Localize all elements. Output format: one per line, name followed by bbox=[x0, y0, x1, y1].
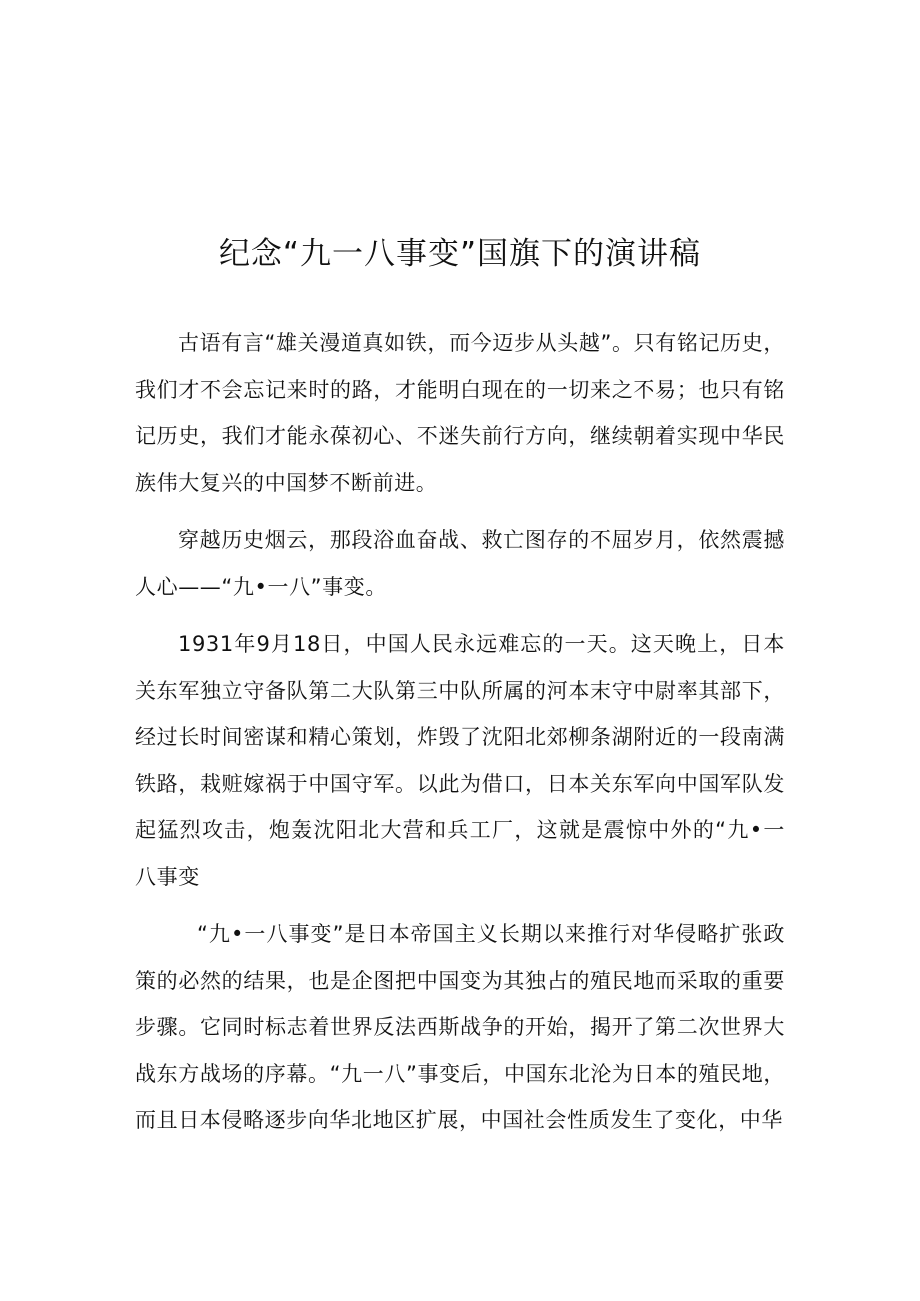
document-body bbox=[135, 320, 785, 1155]
document-title: 纪念“九一八事变”国旗下的演讲稿 bbox=[218, 236, 702, 272]
paragraph-1: 古语有言“雄关漫道真如铁，而今迈步从头越”。只有铭记历史，我们才不会忘记来时的路，才能明白现在的一切来之不易；也只有铭记历史，我们才能永葆初心、不迷失前行方向，继续朝着实现中华民族伟大复兴的中国梦不断前进。 bbox=[135, 331, 785, 495]
paragraph-4: “九•一八事变”是日本帝国主义长期以来推行对华侵略扩张政策的必然的结果，也是企图把中国变为其独占的殖民地而采取的重要步骤。它同时标志着世界反法西斯战争的开始，揭开了第二次世界大战东方战场的序幕。“九一八”事变后，中国东北沦为日本的殖民地，而且日本侵略逐步向华北地区扩展，中国社会性质发生了变化，中华 bbox=[135, 922, 785, 1132]
paragraph-3: 1931年9月18日，中国人民永远难忘的一天。这天晚上，日本关东军独立守备队第二大队第三中队所属的河本末守中尉率其部下，经过长时间密谋和精心策划，炸毁了沈阳北郊柳条湖附近的一段南满铁路，栽赃嫁祸于中国守军。以此为借口，日本关东军向中国军队发起猛烈攻击，炮轰沈阳北大营和兵工厂，这就是震惊中外的“九•一八事变 bbox=[135, 632, 785, 889]
paragraph-2: 穿越历史烟云，那段浴血奋战、救亡图存的不屈岁月，依然震撼人心——“九•一八”事变。 bbox=[135, 528, 785, 599]
